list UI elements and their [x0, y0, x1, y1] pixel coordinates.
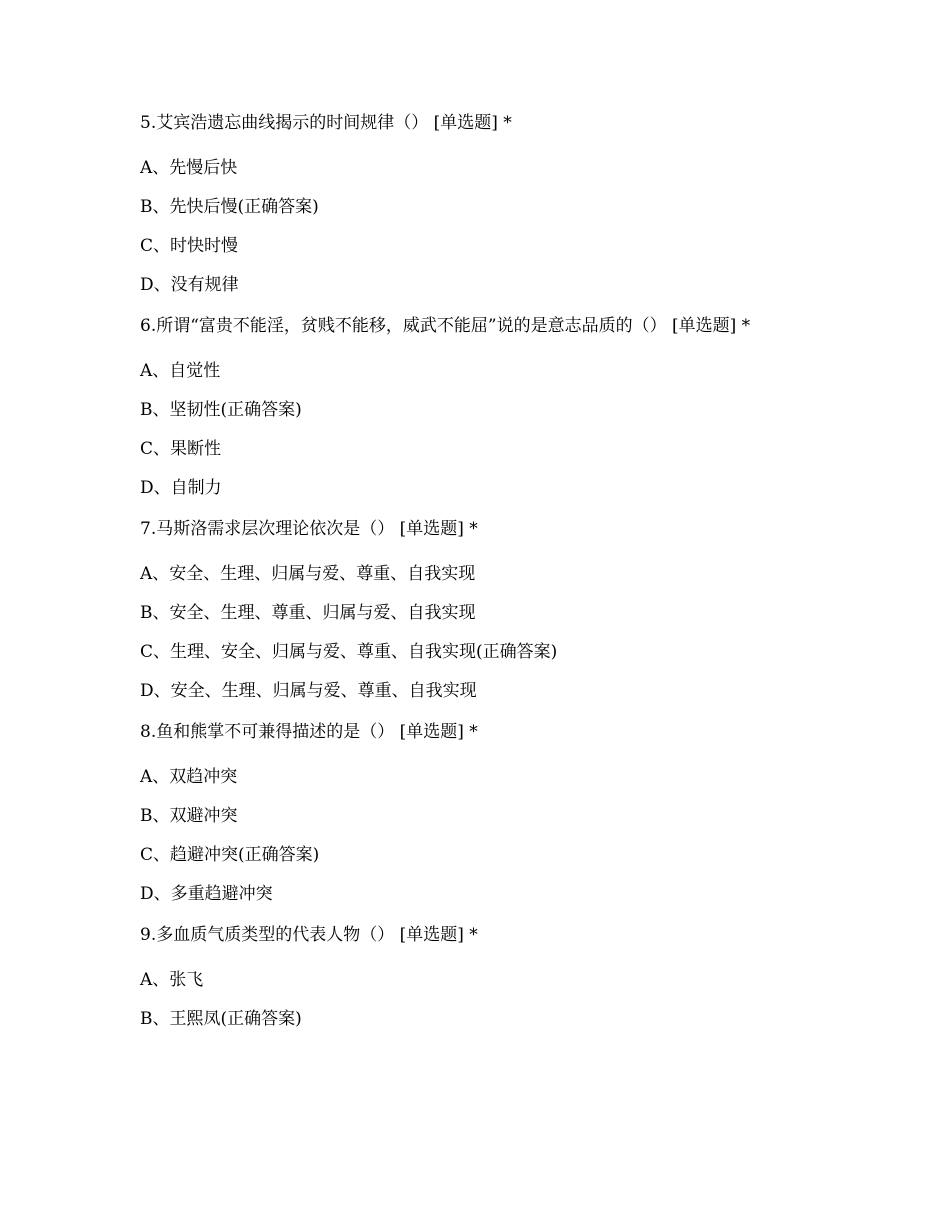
option-a: A、自觉性	[140, 361, 221, 381]
question-title: 9.多血质气质类型的代表人物（） [单选题] *	[140, 925, 478, 945]
option-d: D、没有规律	[140, 275, 239, 295]
document-body	[140, 110, 920, 1047]
option-d: D、安全、生理、归属与爱、尊重、自我实现	[140, 681, 477, 701]
question-8	[140, 719, 920, 907]
question-9	[140, 922, 920, 1032]
option-d: D、多重趋避冲突	[140, 884, 273, 904]
option-b: B、王熙凤(正确答案)	[140, 1009, 302, 1029]
option-a: A、安全、生理、归属与爱、尊重、自我实现	[140, 564, 476, 584]
question-title: 7.马斯洛需求层次理论依次是（） [单选题] *	[140, 519, 478, 539]
question-title: 5.艾宾浩遗忘曲线揭示的时间规律（） [单选题] *	[140, 113, 512, 133]
option-a: A、双趋冲突	[140, 767, 238, 787]
question-5	[140, 110, 920, 298]
option-c: C、果断性	[140, 439, 222, 459]
question-title: 8.鱼和熊掌不可兼得描述的是（） [单选题] *	[140, 722, 478, 742]
option-a: A、张飞	[140, 970, 204, 990]
option-b: B、坚韧性(正确答案)	[140, 400, 302, 420]
question-title: 6.所谓“富贵不能淫，贫贱不能移，威武不能屈”说的是意志品质的（） [单选题] *	[140, 316, 751, 336]
option-c: C、趋避冲突(正确答案)	[140, 845, 320, 865]
question-7	[140, 516, 920, 704]
option-b: B、安全、生理、尊重、归属与爱、自我实现	[140, 603, 476, 623]
option-b: B、先快后慢(正确答案)	[140, 197, 319, 217]
option-c: C、时快时慢	[140, 236, 239, 256]
option-b: B、双避冲突	[140, 806, 238, 826]
option-a: A、先慢后快	[140, 158, 238, 178]
option-d: D、自制力	[140, 478, 222, 498]
question-6	[140, 313, 920, 501]
option-c: C、生理、安全、归属与爱、尊重、自我实现(正确答案)	[140, 642, 558, 662]
